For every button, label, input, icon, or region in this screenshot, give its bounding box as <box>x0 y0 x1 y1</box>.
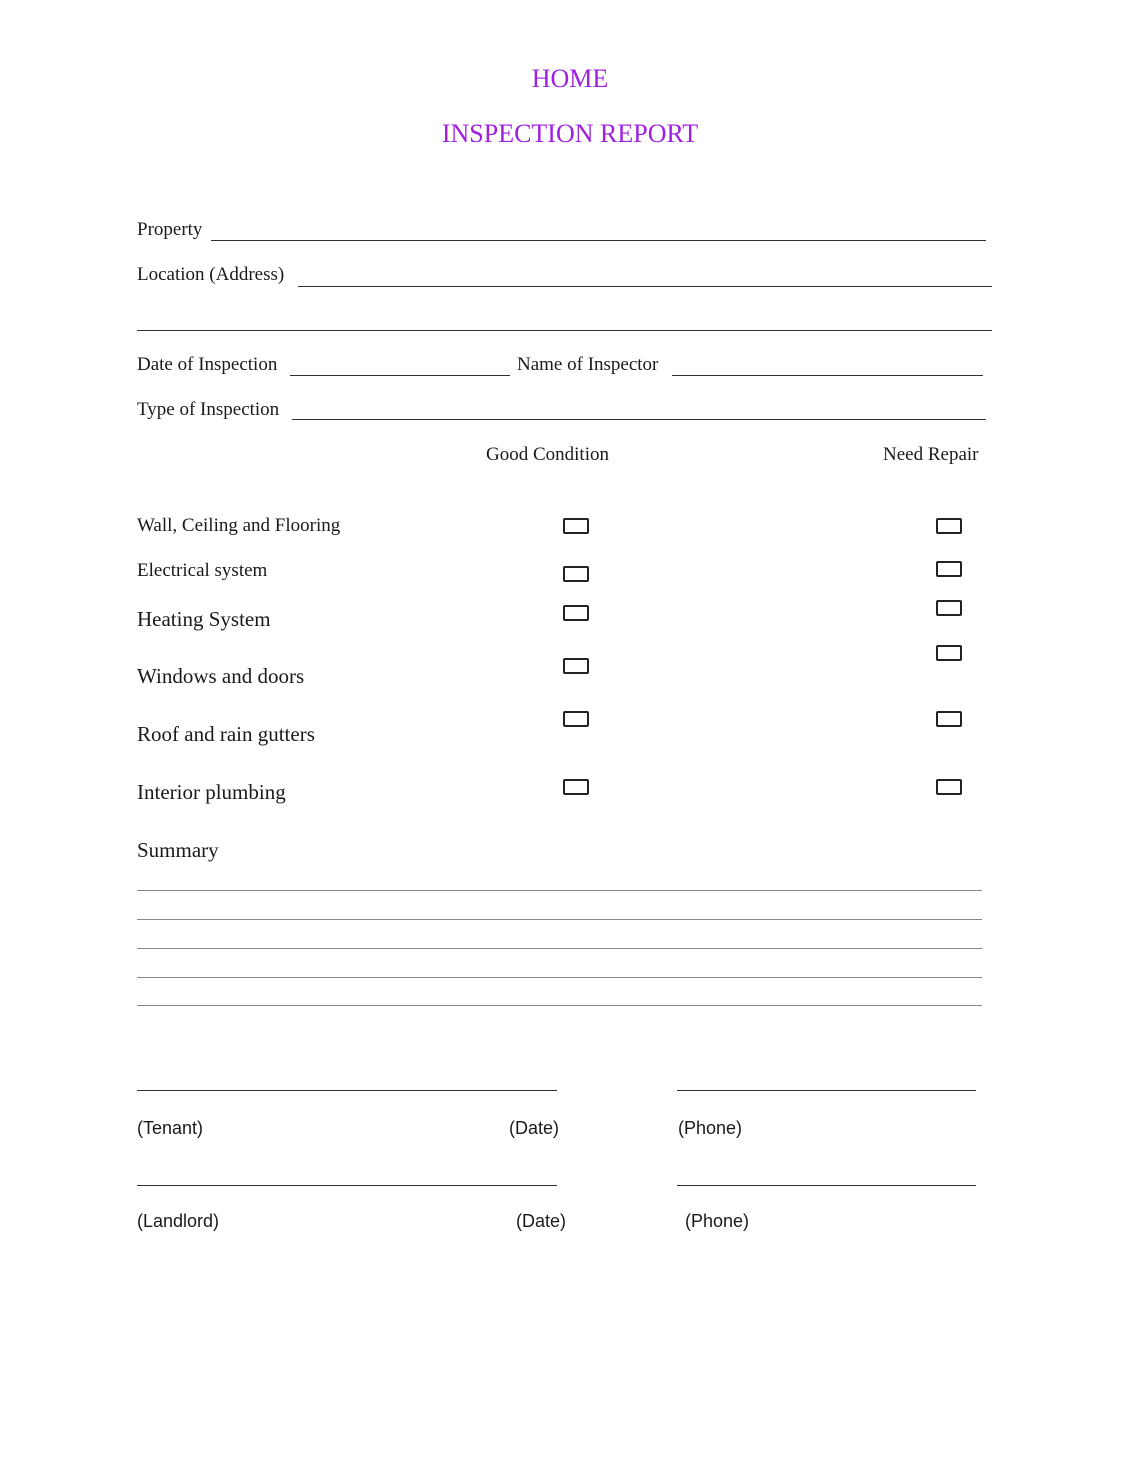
summary-line[interactable] <box>137 1005 982 1006</box>
date-of-inspection-field[interactable] <box>290 375 510 376</box>
landlord-date-label: (Date) <box>516 1211 567 1231</box>
item-label-windows-doors: Windows and doors <box>137 664 305 688</box>
item-label-roof-rain-gutters: Roof and rain gutters <box>137 722 315 746</box>
interior-plumbing-repair-checkbox[interactable] <box>936 779 962 795</box>
landlord-label: (Landlord) <box>137 1211 220 1231</box>
item-label-interior-plumbing: Interior plumbing <box>137 780 286 804</box>
name-of-inspector-field[interactable] <box>672 375 983 376</box>
item-label-electrical-system: Electrical system <box>137 560 268 581</box>
wall-ceiling-flooring-good-checkbox[interactable] <box>563 518 589 534</box>
roof-rain-gutters-repair-checkbox[interactable] <box>936 711 962 727</box>
property-label: Property <box>137 219 203 240</box>
wall-ceiling-flooring-repair-checkbox[interactable] <box>936 518 962 534</box>
name-of-inspector-label: Name of Inspector <box>517 354 659 375</box>
tenant-date-label: (Date) <box>509 1118 560 1138</box>
title-home: HOME <box>531 64 609 93</box>
need-repair-header: Need Repair <box>883 444 979 465</box>
summary-line[interactable] <box>137 919 982 920</box>
tenant-phone-label: (Phone) <box>678 1118 743 1138</box>
item-label-wall-ceiling-flooring: Wall, Ceiling and Flooring <box>137 515 341 536</box>
type-of-inspection-field[interactable] <box>292 419 986 420</box>
roof-rain-gutters-good-checkbox[interactable] <box>563 711 589 727</box>
tenant-label: (Tenant) <box>137 1118 204 1138</box>
electrical-system-good-checkbox[interactable] <box>563 566 589 582</box>
location-field-line2[interactable] <box>137 330 992 331</box>
landlord-signature-line[interactable] <box>137 1185 557 1186</box>
item-label-heating-system: Heating System <box>137 607 271 631</box>
tenant-signature-line[interactable] <box>137 1090 557 1091</box>
windows-doors-good-checkbox[interactable] <box>563 658 589 674</box>
heating-system-good-checkbox[interactable] <box>563 605 589 621</box>
location-field[interactable] <box>298 286 992 287</box>
summary-line[interactable] <box>137 890 982 891</box>
property-field[interactable] <box>211 240 986 241</box>
location-label: Location (Address) <box>137 264 285 285</box>
date-of-inspection-label: Date of Inspection <box>137 354 278 375</box>
summary-line[interactable] <box>137 948 982 949</box>
heating-system-repair-checkbox[interactable] <box>936 600 962 616</box>
interior-plumbing-good-checkbox[interactable] <box>563 779 589 795</box>
title-inspection-report: INSPECTION REPORT <box>441 119 699 148</box>
landlord-phone-line[interactable] <box>677 1185 976 1186</box>
summary-label: Summary <box>137 838 219 862</box>
windows-doors-repair-checkbox[interactable] <box>936 645 962 661</box>
type-of-inspection-label: Type of Inspection <box>137 399 280 420</box>
landlord-phone-label: (Phone) <box>685 1211 750 1231</box>
summary-line[interactable] <box>137 977 982 978</box>
good-condition-header: Good Condition <box>486 444 609 465</box>
tenant-phone-line[interactable] <box>677 1090 976 1091</box>
electrical-system-repair-checkbox[interactable] <box>936 561 962 577</box>
